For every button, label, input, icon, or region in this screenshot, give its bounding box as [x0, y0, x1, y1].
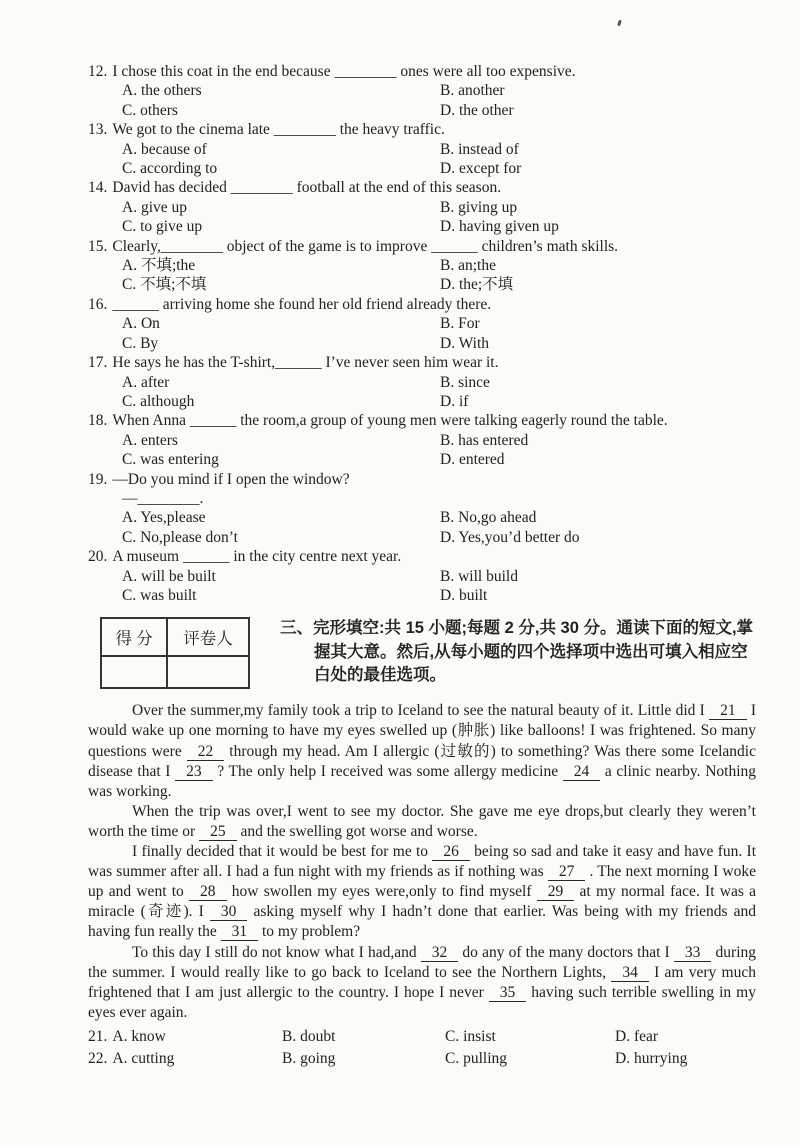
question-stem-line	[88, 353, 756, 372]
option-b: B. No,go ahead	[440, 509, 537, 527]
question-item	[88, 470, 756, 548]
question-number: 20.	[88, 548, 108, 566]
cloze-option-a-cell	[88, 1048, 282, 1070]
options-row	[88, 528, 756, 547]
option-b: B. has entered	[440, 431, 529, 449]
option-d: D. the;不填	[440, 276, 514, 294]
options-row	[88, 373, 756, 392]
option-a: A. On	[122, 315, 160, 333]
option-c: C. By	[122, 334, 159, 352]
cloze-option-c-cell	[445, 1048, 615, 1070]
cloze-blank-22: 22	[187, 744, 225, 761]
cloze-blank-32: 32	[421, 945, 459, 962]
question-text: I chose this coat in the end because ________ ones were all too expensive.	[112, 63, 576, 80]
grammar-section	[88, 62, 756, 605]
cloze-blank-34: 34	[611, 965, 649, 982]
option-d: D. having given up	[440, 218, 559, 236]
options-row	[88, 217, 756, 236]
options-row	[88, 140, 756, 159]
option-c: C. to give up	[122, 218, 203, 236]
options-row	[88, 334, 756, 353]
question-item	[88, 120, 756, 178]
question-stem-line	[88, 237, 756, 256]
cloze-option-b: B. going	[282, 1049, 336, 1067]
option-d: D. built	[440, 586, 488, 604]
option-b: B. since	[440, 373, 490, 391]
cloze-option-d: D. hurrying	[615, 1049, 688, 1067]
option-a: A. because of	[122, 140, 207, 158]
question-item	[88, 237, 756, 295]
grader-label: 评卷人	[167, 618, 249, 656]
options-row	[88, 450, 756, 469]
question-text: When Anna ______ the room,a group of young men were talking eagerly round the table.	[112, 412, 668, 430]
cloze-blank-35: 35	[489, 985, 527, 1002]
options-row	[88, 275, 756, 294]
cloze-option-c: C. pulling	[445, 1049, 508, 1067]
question-text: He says he has the T-shirt,______ I’ve never seen him wear it.	[112, 354, 499, 372]
cloze-blank-28: 28	[189, 884, 227, 901]
question-stem-line	[88, 411, 756, 430]
passage-paragraph: I finally decided that it would be best for me to 26 being so sad and take it easy and have fun. It was summer after all. I had a fun night with my friends as if nothing was 27 . The next morning I woke up and went to 28 how swollen my eyes were,only to find myself 29 at my normal face. It was a miracle (奇迹). I 30 asking myself why I hadn’t done that earlier. Was being with my friends and having fun really the 31 to my problem?	[88, 843, 757, 941]
cloze-option-a-cell	[88, 1026, 282, 1048]
cloze-options-section	[88, 1026, 756, 1070]
question-number: 12.	[88, 63, 108, 80]
question-text: A museum ______ in the city centre next year.	[112, 548, 402, 566]
cloze-blank-27: 27	[548, 864, 586, 881]
cloze-blank-29: 29	[537, 884, 575, 901]
question-text: Clearly,________ object of the game is to improve ______ children’s math skills.	[112, 237, 619, 255]
question-number: 18.	[88, 412, 108, 430]
option-c: C. No,please don’t	[122, 528, 238, 546]
cloze-option-c: C. insist	[445, 1027, 496, 1045]
options-row	[88, 431, 756, 450]
question-text: —________.	[122, 489, 204, 507]
option-b: B. an;the	[440, 257, 496, 275]
option-b: B. instead of	[440, 140, 519, 158]
cloze-blank-30: 30	[210, 904, 248, 921]
option-d: D. With	[440, 334, 490, 352]
option-d: D. Yes,you’d better do	[440, 528, 580, 546]
question-number: 16.	[88, 295, 108, 313]
cloze-passage	[88, 701, 756, 1023]
option-a: A. will be built	[122, 567, 216, 585]
option-c: C. although	[122, 392, 195, 410]
question-item	[88, 178, 756, 236]
options-row	[88, 567, 756, 586]
question-text: David has decided ________ football at the end of this season.	[112, 179, 502, 197]
question-stem-line	[88, 547, 756, 566]
cloze-option-b: B. doubt	[282, 1027, 336, 1045]
cloze-blank-23: 23	[175, 764, 213, 781]
options-row	[88, 256, 756, 275]
question-stem-line	[88, 62, 756, 81]
option-d: D. if	[440, 392, 469, 410]
section-heading: 三、完形填空:共 15 小题;每题 2 分,共 30 分。通读下面的短文,掌握其大意。然后,从每小题的四个选择项中选出可填入相应空白处的最佳选项。	[280, 619, 754, 685]
option-a: A. give up	[122, 198, 188, 216]
option-a: A. Yes,please	[122, 509, 206, 527]
question-number: 19.	[88, 470, 108, 488]
option-d: D. except for	[440, 160, 522, 178]
question-number: 17.	[88, 354, 108, 372]
question-text: We got to the cinema late ________ the heavy traffic.	[112, 121, 445, 139]
option-b: B. will build	[440, 567, 518, 585]
option-c: C. others	[122, 101, 178, 119]
question-stem-line	[88, 120, 756, 139]
cloze-blank-24: 24	[563, 764, 601, 781]
question-number: 15.	[88, 237, 108, 255]
score-box	[100, 617, 250, 689]
question-text: ______ arriving home she found her old friend already there.	[112, 295, 492, 313]
option-c: C. was built	[122, 586, 197, 604]
cloze-blank-31: 31	[221, 924, 259, 941]
question-item	[88, 547, 756, 605]
option-c: C. according to	[122, 160, 218, 178]
question-text: —Do you mind if I open the window?	[112, 470, 350, 488]
cloze-option-d-cell	[615, 1026, 756, 1048]
question-item	[88, 295, 756, 353]
score-and-heading-row	[88, 617, 756, 689]
option-a: A. 不填;the	[122, 257, 196, 275]
question-item	[88, 411, 756, 469]
option-c: C. was entering	[122, 451, 219, 469]
option-a: A. enters	[122, 431, 178, 449]
option-a: A. the others	[122, 82, 202, 100]
option-b: B. another	[440, 82, 505, 100]
option-b: B. giving up	[440, 198, 518, 216]
cloze-blank-25: 25	[199, 824, 237, 841]
cloze-options-row	[88, 1048, 756, 1070]
grader-cell-empty	[167, 656, 249, 688]
options-row	[88, 392, 756, 411]
cloze-option-d-cell	[615, 1048, 756, 1070]
question-number: 14.	[88, 179, 108, 197]
cloze-blank-33: 33	[674, 945, 712, 962]
question-item	[88, 62, 756, 120]
cloze-question-number: 22.	[88, 1049, 108, 1067]
options-row	[88, 81, 756, 100]
cloze-blank-21: 21	[709, 703, 747, 720]
option-a: A. after	[122, 373, 170, 391]
options-row	[88, 159, 756, 178]
option-b: B. For	[440, 315, 480, 333]
cloze-question-number: 21.	[88, 1027, 108, 1045]
question-item	[88, 353, 756, 411]
options-row	[88, 586, 756, 605]
passage-paragraph: When the trip was over,I went to see my doctor. She gave me eye drops,but clearly they weren’t worth the time or 25 and the swelling got worse and worse.	[88, 802, 756, 840]
question-number: 13.	[88, 121, 108, 139]
option-c: C. 不填;不填	[122, 276, 207, 294]
cloze-options-row	[88, 1026, 756, 1048]
passage-paragraph: Over the summer,my family took a trip to Iceland to see the natural beauty of it. Little did I 21 I would wake up one morning to have my eyes swelled up (肿胀) like balloons! I was frightened. So many questions were 22 through my head. Am I allergic (过敏的) to something? Was there some Icelandic disease that I 23 ? The only help I received was some allergy medicine 24 a clinic nearby. Nothing was working.	[88, 702, 757, 800]
options-row	[88, 314, 756, 333]
option-d: D. entered	[440, 451, 505, 469]
cloze-option-a: A. know	[112, 1027, 166, 1045]
question-stem-line	[88, 295, 756, 314]
options-row	[88, 198, 756, 217]
cloze-option-b-cell	[282, 1026, 445, 1048]
cloze-option-d: D. fear	[615, 1027, 659, 1045]
question-stem-line	[88, 178, 756, 197]
options-row	[88, 508, 756, 527]
score-label: 得 分	[101, 618, 167, 656]
passage-paragraph: To this day I still do not know what I had,and 32 do any of the many doctors that I 33 during the summer. I would really like to go back to Iceland to see the Northern Lights, 34 I am very much frightened that I am just allergic to the country. I hope I never 35 having such terrible swelling in my eyes ever again.	[88, 943, 757, 1021]
question-stem-line	[88, 470, 756, 489]
cloze-blank-26: 26	[432, 844, 470, 861]
cloze-option-c-cell	[445, 1026, 615, 1048]
cloze-option-a: A. cutting	[112, 1049, 175, 1067]
score-cell-empty	[101, 656, 167, 688]
cloze-option-b-cell	[282, 1048, 445, 1070]
question-stem-line	[88, 489, 756, 508]
options-row	[88, 101, 756, 120]
option-d: D. the other	[440, 101, 514, 119]
scan-speck	[617, 20, 622, 27]
